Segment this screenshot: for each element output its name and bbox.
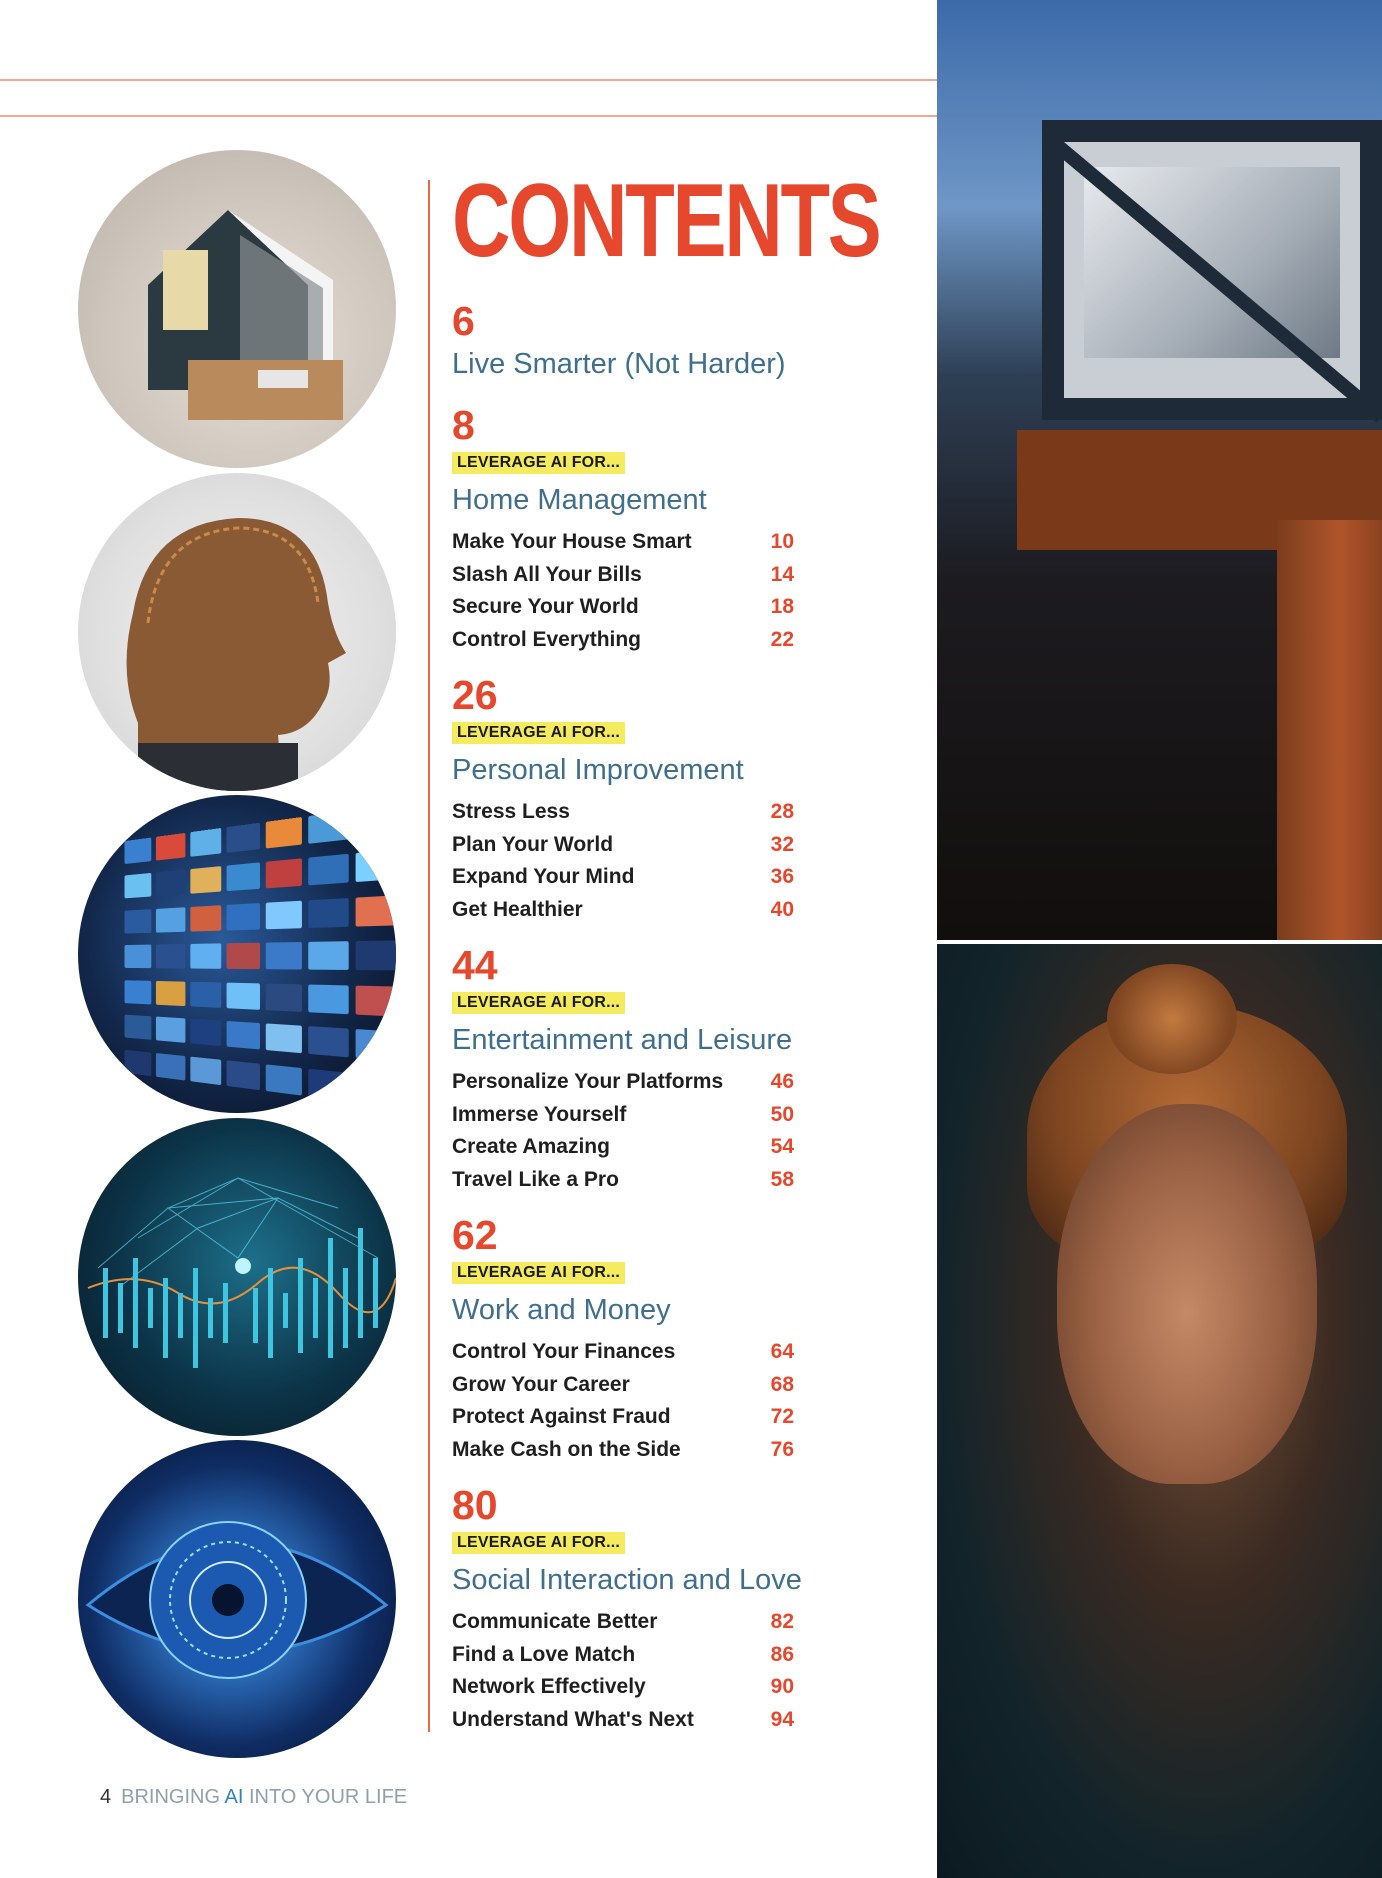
toc-entry-page: 58 — [770, 1167, 794, 1191]
building-frame — [1042, 120, 1382, 420]
toc-entry-label: Network Effectively — [452, 1675, 646, 1699]
screen-wall-image — [78, 795, 396, 1113]
section-title[interactable]: Live Smarter (Not Harder) — [452, 348, 786, 380]
section-tag: LEVERAGE AI FOR... — [452, 452, 625, 474]
section-items — [452, 796, 892, 926]
toc-entry-label: Grow Your Career — [452, 1372, 630, 1396]
athlete-hair-bun — [1107, 964, 1237, 1074]
head-profile-illustration — [78, 473, 396, 791]
section-title[interactable]: Entertainment and Leisure — [452, 1024, 793, 1056]
toc-entry-label: Make Cash on the Side — [452, 1437, 681, 1461]
section-items — [452, 1336, 892, 1466]
toc-entry[interactable] — [452, 526, 794, 559]
toc-entry-page: 36 — [770, 865, 794, 889]
toc-entry-page: 64 — [770, 1340, 794, 1364]
toc-entry-page: 68 — [770, 1372, 794, 1396]
toc-entry-label: Travel Like a Pro — [452, 1167, 619, 1191]
toc-entry-page: 94 — [770, 1707, 794, 1731]
toc-entry-page: 82 — [770, 1610, 794, 1634]
toc-entry-label: Plan Your World — [452, 832, 614, 856]
toc-entry-label: Personalize Your Platforms — [452, 1070, 724, 1094]
toc-entry-label: Make Your House Smart — [452, 530, 692, 554]
house-illustration — [128, 190, 348, 420]
toc-entry-label: Expand Your Mind — [452, 865, 635, 889]
toc-entry-page: 90 — [770, 1675, 794, 1699]
house-image — [78, 150, 396, 468]
section-personal-improvement — [452, 672, 892, 926]
athlete-photo — [937, 944, 1382, 1878]
section-items — [452, 1066, 892, 1196]
toc-entry[interactable] — [452, 1369, 794, 1402]
section-tag: LEVERAGE AI FOR... — [452, 1262, 625, 1284]
toc-entry[interactable] — [452, 624, 794, 657]
toc-entry-label: Slash All Your Bills — [452, 562, 642, 586]
toc-entry-label: Control Everything — [452, 627, 642, 651]
section-page-number: 8 — [452, 402, 475, 448]
building-wall — [1277, 520, 1382, 940]
table-of-contents — [452, 163, 892, 1736]
athlete-face — [1057, 1104, 1317, 1484]
toc-entry-page: 14 — [770, 562, 794, 586]
toc-entry[interactable] — [452, 1066, 794, 1099]
toc-entry[interactable] — [452, 591, 794, 624]
section-work-money — [452, 1212, 892, 1466]
section-tag: LEVERAGE AI FOR... — [452, 992, 625, 1014]
toc-entry[interactable] — [452, 1131, 794, 1164]
building-photo — [937, 0, 1382, 940]
toc-entry[interactable] — [452, 829, 794, 862]
toc-entry[interactable] — [452, 861, 794, 894]
toc-entry-page: 50 — [770, 1102, 794, 1126]
screen-grid — [125, 804, 396, 1113]
toc-entry-label: Stress Less — [452, 800, 570, 824]
toc-entry-page: 86 — [770, 1642, 794, 1666]
section-page-number: 80 — [452, 1482, 498, 1528]
toc-entry-label: Understand What's Next — [452, 1707, 694, 1731]
toc-entry[interactable] — [452, 1606, 794, 1639]
section-page-number: 44 — [452, 942, 498, 988]
toc-entry[interactable] — [452, 1099, 794, 1132]
section-tag: LEVERAGE AI FOR... — [452, 722, 625, 744]
toc-entry-label: Immerse Yourself — [452, 1102, 627, 1126]
eye-illustration — [78, 1440, 396, 1758]
toc-entry[interactable] — [452, 1639, 794, 1672]
toc-entry[interactable] — [452, 1434, 794, 1467]
toc-entry[interactable] — [452, 796, 794, 829]
section-title[interactable]: Work and Money — [452, 1294, 671, 1326]
toc-entry[interactable] — [452, 1704, 794, 1737]
ai-head-image — [78, 473, 396, 791]
toc-entry-label: Communicate Better — [452, 1610, 658, 1634]
section-title[interactable]: Personal Improvement — [452, 754, 744, 786]
section-title[interactable]: Social Interaction and Love — [452, 1564, 802, 1596]
toc-entry[interactable] — [452, 1336, 794, 1369]
section-home-management — [452, 402, 892, 656]
toc-entry-label: Find a Love Match — [452, 1642, 636, 1666]
toc-entry[interactable] — [452, 1671, 794, 1704]
toc-entry[interactable] — [452, 894, 794, 927]
section-page-number: 62 — [452, 1212, 498, 1258]
footer-page-number: 4 — [100, 1786, 112, 1808]
section-page-number: 6 — [452, 298, 475, 344]
toc-entry[interactable] — [452, 559, 794, 592]
section-title[interactable]: Home Management — [452, 484, 707, 516]
data-network-image — [78, 1118, 396, 1436]
page-footer — [100, 1786, 407, 1809]
toc-entry-page: 22 — [770, 627, 794, 651]
section-items — [452, 526, 892, 656]
toc-entry-page: 10 — [770, 530, 794, 554]
toc-entry-page: 76 — [770, 1437, 794, 1461]
toc-entry-label: Protect Against Fraud — [452, 1405, 671, 1429]
toc-entry-page: 32 — [770, 832, 794, 856]
page-title: CONTENTS — [452, 163, 880, 279]
section-social-love — [452, 1482, 892, 1736]
section-items — [452, 1606, 892, 1736]
digital-eye-image — [78, 1440, 396, 1758]
toc-entry-page: 46 — [770, 1070, 794, 1094]
toc-entry-page: 28 — [770, 800, 794, 824]
toc-entry-page: 40 — [770, 897, 794, 921]
footer-highlight: AI — [224, 1786, 244, 1808]
section-live-smarter — [452, 298, 892, 384]
network-chart-illustration — [78, 1118, 396, 1436]
toc-entry[interactable] — [452, 1164, 794, 1197]
toc-entry-page: 54 — [770, 1135, 794, 1159]
section-tag: LEVERAGE AI FOR... — [452, 1532, 625, 1554]
toc-entry-label: Secure Your World — [452, 595, 639, 619]
section-page-number: 26 — [452, 672, 498, 718]
toc-entry-page: 72 — [770, 1405, 794, 1429]
toc-entry-label: Control Your Finances — [452, 1340, 676, 1364]
toc-entry-label: Create Amazing — [452, 1135, 610, 1159]
divider-line — [428, 180, 430, 1732]
toc-entry-page: 18 — [770, 595, 794, 619]
toc-entry-label: Get Healthier — [452, 897, 583, 921]
section-entertainment-leisure — [452, 942, 892, 1196]
toc-entry[interactable] — [452, 1401, 794, 1434]
footer-suffix: INTO YOUR LIFE — [248, 1786, 408, 1808]
footer-prefix: BRINGING — [121, 1786, 221, 1808]
